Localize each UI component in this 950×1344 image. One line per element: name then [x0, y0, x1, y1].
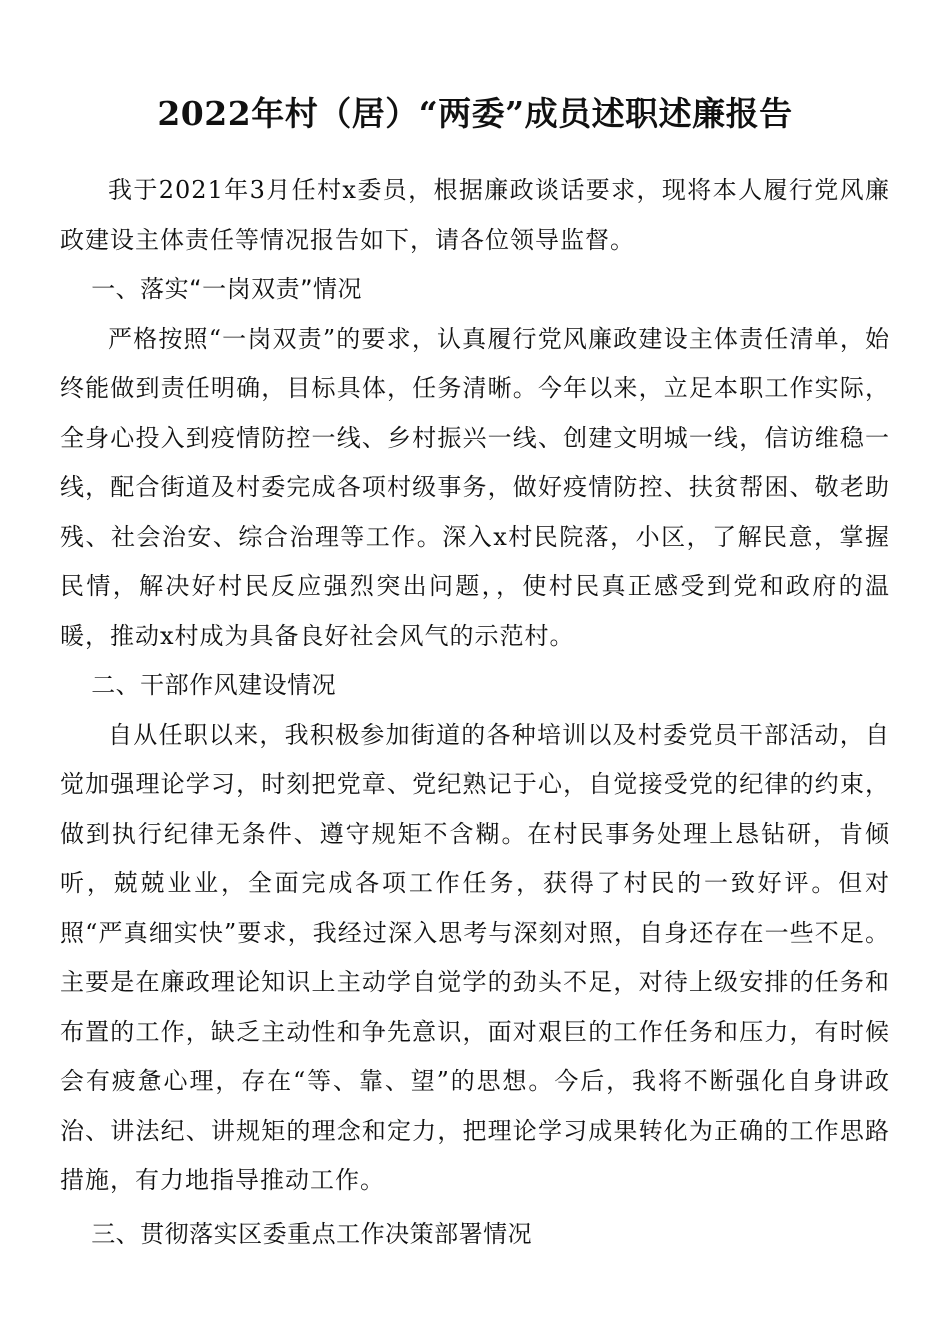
section-paragraph-2: 自从任职以来，我积极参加街道的各种培训以及村委党员干部活动，自觉加强理论学习，时刻把党章、党纪熟记于心，自觉接受党的纪律的约束，做到执行纪律无条件、遵守规矩不含糊。在村民事务处理上恳钻研，肯倾听，兢兢业业，全面完成各项工作任务，获得了村民的一致好评。但对照“严真细实快”要求，我经过深入思考与深刻对照，自身还存在一些不足。主要是在廉政理论知识上主动学自觉学的劲头不足，对待上级安排的任务和布置的工作，缺乏主动性和争先意识，面对艰巨的工作任务和压力，有时候会有疲惫心理，存在“等、靠、望”的思想。今后，我将不断强化自身讲政治、讲法纪、讲规矩的理念和定力，把理论学习成果转化为正确的工作思路措施，有力地指导推动工作。: [60, 720, 890, 1194]
document-body: [60, 166, 890, 1259]
section-paragraph-1: 严格按照“一岗双责”的要求，认真履行党风廉政建设主体责任清单，始终能做到责任明确，目标具体，任务清晰。今年以来，立足本职工作实际，全身心投入到疫情防控一线、乡村振兴一线、创建文明城一线，信访维稳一线，配合街道及村委完成各项村级事务，做好疫情防控、扶贫帮困、敬老助残、社会治安、综合治理等工作。深入x村民院落，小区，了解民意，掌握民情，解决好村民反应强烈突出问题，，使村民真正感受到党和政府的温暖，推动x村成为具备良好社会风气的示范村。: [60, 324, 890, 650]
document-title: 2022年村（居）“两委”成员述职述廉报告: [157, 94, 793, 133]
section-heading-2: 二、干部作风建设情况: [91, 671, 337, 699]
intro-paragraph: 我于2021年3月任村x委员，根据廉政谈话要求，现将本人履行党风廉政建设主体责任等情况报告如下，请各位领导监督。: [60, 176, 890, 254]
section-heading-3: 三、贯彻落实区委重点工作决策部署情况: [91, 1219, 533, 1248]
section-heading-1: 一、落实“一岗双责”情况: [91, 275, 363, 303]
